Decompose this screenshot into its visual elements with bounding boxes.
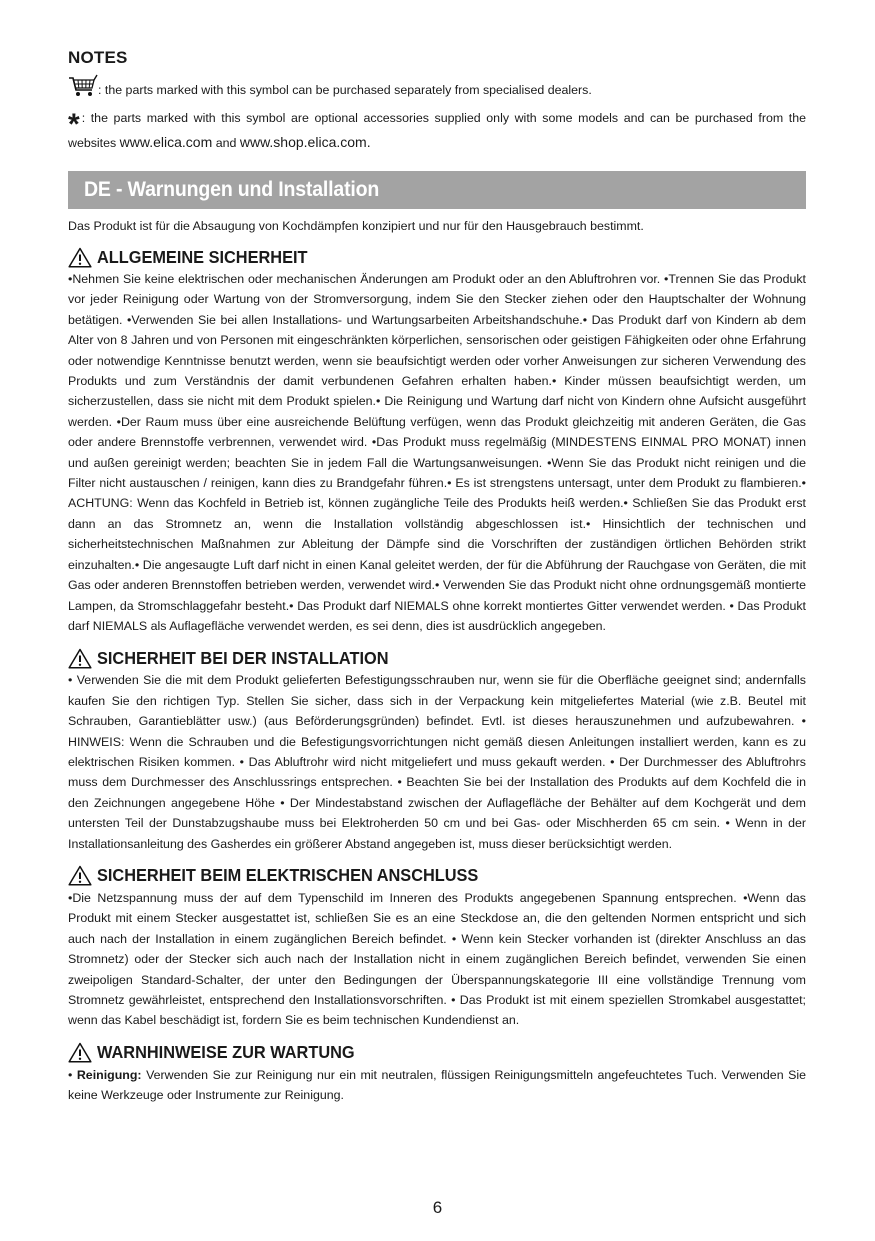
bullet: • [68, 1067, 77, 1082]
section-title-maintenance-warnings [68, 1041, 806, 1065]
page-number: 6 [432, 1198, 443, 1217]
asterisk-icon: * [68, 108, 80, 141]
section-body-general-safety: •Nehmen Sie keine elektrischen oder mechanischen Änderungen am Produkt oder an den Abluftrohren vor. •Trennen Sie das Produkt vor jeder Reinigung oder Wartung von der Stromversorgung, indem Sie den Stecker ziehen oder den Hauptschalter der Wohnung betätigen. •Verwenden Sie bei allen Installations- und Wartungsarbeiten Arbeitshandschuhe.• Das Produkt darf von Kindern ab dem Alter von 8 Jahren und von Personen mit eingeschränkten körperlichen, sensorischen oder geistigen Fähigkeiten oder ohne Erfahrung oder notwendige Kenntnisse benutzt werden, wenn sie beaufsichtigt werden oder vorher Anweisungen zur sicheren Verwendung des Produkts und zum Verständnis der damit verbundenen Gefahren erhalten haben.• Kinder müssen beaufsichtigt werden, um sicherzustellen, dass sie nicht mit dem Produkt spielen.• Die Reinigung und Wartung darf nicht von Kindern ohne Aufsicht ausgeführt werden. •Der Raum muss über eine ausreichende Belüftung verfügen, wenn das Produkt gleichzeitig mit anderen Geräten, die Gas oder andere Brennstoffe verbrennen, verwendet wird. •Das Produkt muss regelmäßig (MINDESTENS EINMAL PRO MONAT) innen und außen gereinigt werden; beachten Sie in jedem Fall die Wartungsanweisungen. •Wenn Sie das Produkt nicht reinigen und die Filter nicht austauschen / reinigen, kann dies zu Brandgefahr führen.• Es ist strengstens untersagt, unter dem Produkt zu flambieren.• ACHTUNG: Wenn das Kochfeld in Betrieb ist, können zugängliche Teile des Produkts heiß werden.• Schließen Sie das Produkt erst dann an das Stromnetz an, wenn die Installation vollständig abgeschlossen ist.• Hinsichtlich der technischen und sicherheitstechnischen Maßnahmen zur Ableitung der Dämpfe sind die Vorschriften der zuständigen örtlichen Behörden strikt einzuhalten.• Die angesaugte Luft darf nicht in einen Kanal geleitet werden, der für die Abführung der Rauchgase von Geräten, die mit Gas oder anderen Brennstoffen betrieben werden, verwendet wird.• Verwenden Sie das Produkt nicht ohne ordnungsgemäß montierte Lampen, da Stromschlaggefahr besteht.• Das Produkt darf NIEMALS ohne korrekt montiertes Gitter verwendet werden. • Das Produkt darf NIEMALS als Auflagefläche verwendet werden, es sei denn, dies ist ausdrücklich angegeben. [68, 272, 806, 633]
warning-triangle-icon [68, 648, 92, 669]
cleaning-text: Verwenden Sie zur Reinigung nur ein mit neutralen, flüssigen Reinigungsmitteln angefeuchtetes Tuch. Verwenden Sie keine Werkzeuge oder Instrumente zur Reinigung. [68, 1067, 806, 1103]
section-title-general-safety [68, 245, 806, 269]
intro-text: Das Produkt ist für die Absaugung von Kochdämpfen konzipiert und nur für den Hausgebrauch bestimmt. [68, 219, 644, 233]
cart-note-text: : the parts marked with this symbol can be purchased separately from specialised dealers. [98, 83, 592, 97]
section-body-electrical-safety: •Die Netzspannung muss der auf dem Typenschild im Inneren des Produkts angegebenen Spannung entsprechen. •Wenn das Produkt mit einem Stecker ausgestattet ist, schließen Sie es an eine Steckdose an, die den geltenden Normen entspricht und sich auch nach der Installation in einem zugänglichen Bereich befindet. • Wenn kein Stecker vorhanden ist (direkter Anschluss an das Stromnetz) oder der Stecker sich auch nach der Installation nicht in einem zugänglichen Bereich befindet, verwenden Sie einen zweipoligen Standard-Schalter, der unter den Bedingungen der Überspannungskategorie III eine vollständige Trennung vom Stromnetz gewährleistet, entsprechend den Installationsvorschriften. • Das Produkt ist mit einem speziellen Stromkabel ausgestattet; wenn das Kabel beschädigt ist, fordern Sie es beim technischen Kundendienst an. [68, 890, 806, 1028]
cart-note [68, 74, 806, 100]
section-title-text: WARNHINWEISE ZUR WARTUNG [97, 1042, 355, 1063]
warning-triangle-icon [68, 1042, 92, 1063]
website-link-elica: www.elica.com [119, 134, 213, 150]
shopping-cart-icon [68, 74, 98, 98]
section-title-text: SICHERHEIT BEI DER INSTALLATION [97, 647, 389, 668]
section-title-text: SICHERHEIT BEIM ELEKTRISCHEN ANSCHLUSS [97, 865, 479, 886]
star-note [68, 108, 806, 153]
section-body-maintenance-warnings [68, 1065, 806, 1106]
end-period: . [366, 134, 371, 150]
section-header-title: DE - Warnungen und Installation [84, 178, 380, 201]
cleaning-label: Reinigung: [76, 1067, 142, 1082]
section-title-text: ALLGEMEINE SICHERHEIT [97, 246, 308, 267]
section-title-electrical-safety [68, 864, 806, 888]
section-header-bar [68, 171, 806, 209]
and-text: and [215, 136, 237, 150]
document-page [68, 48, 806, 1106]
section-title-installation-safety [68, 646, 806, 670]
section-body-installation-safety: • Verwenden Sie die mit dem Produkt gelieferten Befestigungsschrauben nur, wenn sie für die Oberfläche geeignet sind; andernfalls kaufen Sie den richtigen Typ. Stellen Sie sicher, dass sich in der Verpackung kein mitgeliefertes Material (wie z.B. Beutel mit Schrauben, Garantieblätter usw.) (aus Beförderungsgründen) befindet. Evtl. ist dieses herauszunehmen und aufzubewahren. • HINWEIS: Wenn die Schrauben und die Befestigungsvorrichtungen nicht gemäß diesen Anleitungen installiert werden, kann es zu elektrischen Risiken kommen. • Das Abluftrohr wird nicht mitgeliefert und muss gekauft werden. • Der Durchmesser des Abluftrohrs muss dem Durchmesser des Anschlussrings entsprechen. • Beachten Sie bei der Installation des Produkts auf dem Kochfeld die in den Zeichnungen angegebene Höhe • Der Mindestabstand zwischen der Auflagefläche der Behälter auf dem Kochgerät und dem untersten Teil der Dunstabzugshaube muss bei Elektroherden 50 cm und bei Gas- oder Mischherden 65 cm sein. • Wenn in der Installationsanleitung des Gasherdes ein größerer Abstand angegeben ist, muss dieser berücksichtigt werden. [68, 673, 806, 851]
notes-title: NOTES [68, 48, 128, 67]
website-link-shop: www.shop.elica.com [239, 134, 367, 150]
star-note-text: : the parts marked with this symbol are optional accessories supplied only with some models and can be purchased from the websites [68, 111, 806, 150]
warning-triangle-icon [68, 865, 92, 886]
warning-triangle-icon [68, 247, 92, 268]
